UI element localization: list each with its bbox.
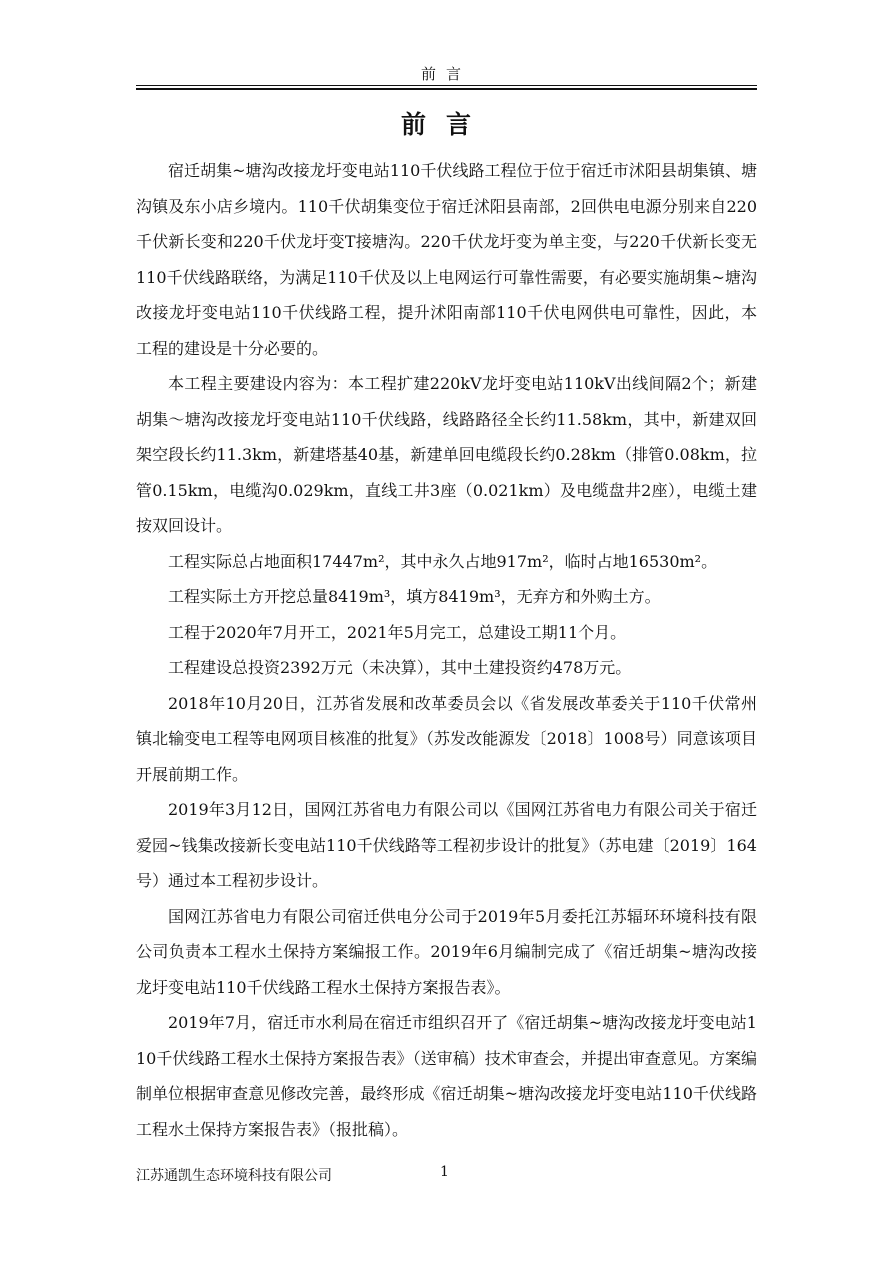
paragraph-project-location: 宿迁胡集~塘沟改接龙圩变电站110千伏线路工程位于位于宿迁市沭阳县胡集镇、塘沟镇及东小店乡境内。110千伏胡集变位于宿迁沭阳县南部，2回供电电源分别来自220千伏新长变和220千伏龙圩变T接塘沟。220千伏龙圩变为单主变，与220千伏新长变无110千伏线路联络，为满足110千伏及以上电网运行可靠性需要，有必要实施胡集~塘沟改接龙圩变电站110千伏线路工程，提升沭阳南部110千伏电网供电可靠性，因此，本工程的建设是十分必要的。	[136, 161, 757, 358]
paragraph-review: 2019年7月，宿迁市水利局在宿迁市组织召开了《宿迁胡集~塘沟改接龙圩变电站110千伏线路工程水土保持方案报告表》（送审稿）技术审查会，并提出审查意见。方案编制单位根据审查意见修改完善，最终形成《宿迁胡集~塘沟改接龙圩变电站110千伏线路工程水土保持方案报告表》（报批稿）。	[136, 1013, 757, 1139]
running-header: 前言	[420, 65, 471, 83]
paragraph-land-area: 工程实际总占地面积17447m²，其中永久占地917m²，临时占地16530m²。	[168, 551, 718, 571]
paragraph-earthwork: 工程实际土方开挖总量8419m³，填方8419m³，无弃方和外购土方。	[168, 587, 661, 606]
body-text	[136, 153, 757, 1147]
paragraph-commission: 国网江苏省电力有限公司宿迁供电分公司于2019年5月委托江苏辐环环境科技有限公司负责本工程水土保持方案编报工作。2019年6月编制完成了《宿迁胡集~塘沟改接龙圩变电站110千伏线路工程水土保持方案报告表》。	[136, 906, 757, 997]
paragraph-approval-2019: 2019年3月12日，国网江苏省电力有限公司以《国网江苏省电力有限公司关于宿迁爱园~钱集改接新长变电站110千伏线路等工程初步设计的批复》（苏电建〔2019〕164号）通过本工程初步设计。	[136, 800, 757, 890]
header-rule-thick	[136, 88, 757, 90]
header-rule-thin	[136, 85, 757, 86]
paragraph-investment: 工程建设总投资2392万元（未决算），其中土建投资约478万元。	[168, 658, 632, 677]
paragraph-construction-content: 本工程主要建设内容为：本工程扩建220kV龙圩变电站110kV出线间隔2个；新建胡集～塘沟改接龙圩变电站110千伏线路，线路路径全长约11.58km，其中，新建双回架空段长约11.3km，新建塔基40基，新建单回电缆段长约0.28km（排管0.08km，拉管0.15km，电缆沟0.029km，直线工井3座（0.021km）及电缆盘井2座），电缆土建按双回设计。	[136, 374, 757, 535]
footer-company: 江苏通凯生态环境科技有限公司	[136, 1168, 332, 1184]
paragraph-schedule: 工程于2020年7月开工，2021年5月完工，总建设工期11个月。	[168, 622, 627, 642]
page-number: 1	[440, 1164, 449, 1180]
paragraph-approval-2018: 2018年10月20日，江苏省发展和改革委员会以《省发展改革委关于110千伏常州镇北输变电工程等电网项目核准的批复》（苏发改能源发〔2018〕1008号）同意该项目开展前期工作。	[136, 693, 757, 784]
page-title: 前言	[400, 110, 491, 139]
